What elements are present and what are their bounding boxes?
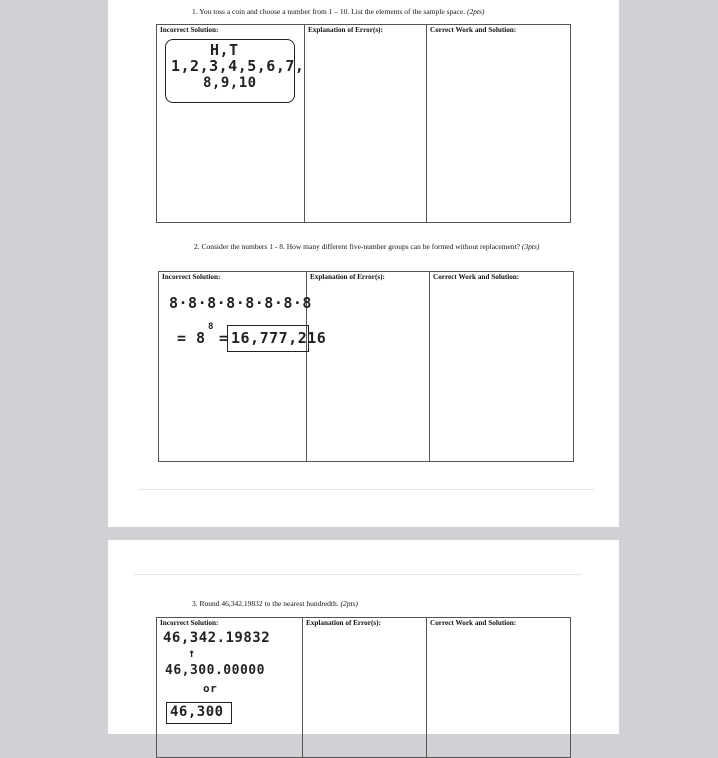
handwriting-line: = 8	[177, 329, 206, 347]
problem-2-explanation-cell	[307, 272, 430, 462]
problem-1-incorrect-header: Incorrect Solution:	[160, 26, 219, 34]
handwriting-answer: 16,777,216	[231, 329, 327, 347]
handwriting-line: or	[203, 682, 218, 695]
problem-2-correct-cell	[430, 272, 574, 462]
problem-3-incorrect-header: Incorrect Solution:	[160, 619, 219, 627]
problem-3-points: (2pts)	[340, 599, 359, 608]
problem-1-table	[156, 24, 571, 223]
problem-2-explanation-header: Explanation of Error(s):	[310, 273, 385, 281]
problem-3-explanation-header: Explanation of Error(s):	[306, 619, 381, 627]
problem-2-points: (3pts)	[521, 242, 540, 251]
problem-2-number: 2.	[194, 242, 200, 251]
scan-edge	[134, 574, 582, 575]
scan-edge	[138, 489, 594, 490]
worksheet-page-2	[108, 540, 619, 734]
handwriting-line: 1,2,3,4,5,6,7,	[171, 57, 305, 75]
problem-3-number: 3.	[192, 599, 198, 608]
problem-1-number: 1.	[192, 7, 198, 16]
handwriting-line: 46,342.19832	[163, 630, 271, 646]
handwriting-line: 8,9,10	[203, 75, 257, 91]
problem-2-incorrect-cell	[159, 272, 327, 462]
handwriting-line: 46,300.00000	[165, 663, 265, 678]
problem-3-table	[156, 617, 571, 758]
handwriting-answer: 46,300	[170, 704, 224, 720]
handwriting-exponent: 8	[208, 322, 214, 332]
problem-1-points: (2pts)	[466, 7, 485, 16]
problem-1-explanation-header: Explanation of Error(s):	[308, 26, 383, 34]
problem-1-explanation-cell	[305, 25, 427, 223]
problem-2-text: Consider the numbers 1 - 8. How many different five-number groups can be formed without replacement?	[201, 242, 521, 251]
problem-3-text: Round 46,342.19832 to the nearest hundredth.	[199, 599, 339, 608]
problem-1-prompt	[192, 7, 484, 16]
problem-3-explanation-cell	[303, 618, 427, 758]
handwriting-arrow: ↑	[188, 646, 196, 660]
problem-2-prompt	[194, 242, 544, 251]
handwriting-line: H,T	[210, 41, 239, 59]
problem-1-incorrect-cell	[157, 25, 305, 223]
handwriting-line: 8·8·8·8·8·8·8·8	[169, 294, 312, 312]
problem-2-correct-header: Correct Work and Solution:	[433, 273, 520, 281]
handwriting-line: =	[219, 329, 229, 347]
problem-3-correct-cell	[427, 618, 571, 758]
problem-3-correct-header: Correct Work and Solution:	[430, 619, 517, 627]
problem-1-correct-header: Correct Work and Solution:	[430, 26, 517, 34]
worksheet-page-1	[108, 0, 619, 527]
problem-2-incorrect-header: Incorrect Solution:	[162, 273, 221, 281]
problem-1-text: You toss a coin and choose a number from 1 – 10. List the elements of the sample space.	[199, 7, 466, 16]
problem-3-prompt	[192, 599, 358, 608]
problem-2-table	[158, 271, 574, 462]
problem-1-correct-cell	[427, 25, 571, 223]
problem-3-incorrect-cell	[157, 618, 303, 758]
